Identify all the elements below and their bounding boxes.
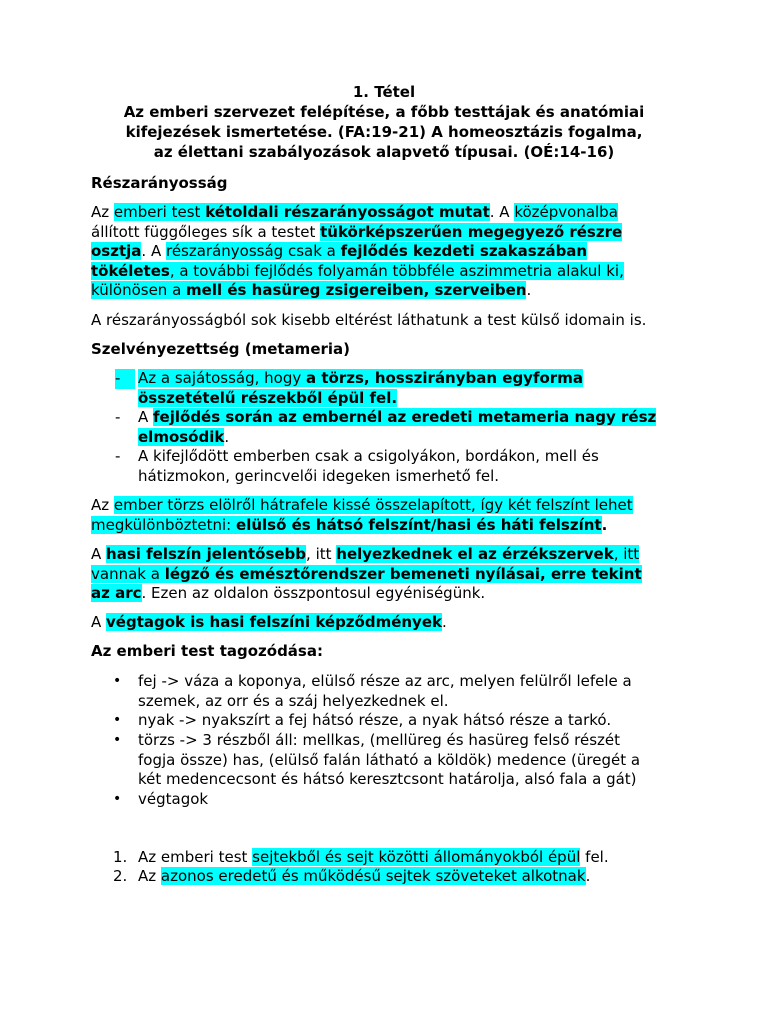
list-marker: -	[115, 369, 135, 389]
text-line	[91, 262, 691, 282]
text-line	[91, 496, 691, 516]
bullet-marker: •	[113, 791, 122, 807]
text-line	[91, 545, 691, 565]
text-line	[138, 867, 590, 887]
text-run: . Ezen az oldalon összpontosul egyéniségünk.	[141, 584, 486, 602]
text-line	[138, 369, 583, 389]
highlight-run: részarányosság csak a	[165, 242, 341, 260]
paragraph-limbs	[91, 613, 691, 633]
highlight-bold-run: mell és hasüreg zsigereiben, szerveiben	[186, 281, 527, 299]
section-heading-symmetry: Részarányosság	[91, 174, 228, 192]
number-marker: 1.	[113, 848, 128, 866]
highlight-bold-run: osztja	[91, 242, 142, 260]
text-line: fej -> váza a koponya, elülső része az arc, melyen felülről lefele a	[138, 672, 632, 690]
text-line: nyak -> nyakszírt a fej hátsó része, a nyak hátsó része a tarkó.	[138, 711, 612, 729]
document-title	[90, 82, 678, 162]
text-run: Az	[138, 867, 161, 885]
title-line: Az emberi szervezet felépítése, a főbb testtájak és anatómiai	[123, 103, 645, 121]
highlight-bold-run: elülső és hátsó felszínt/hasi és háti felszínt	[236, 515, 602, 534]
highlight-bold-run: tükörképszerűen megegyező részre	[320, 222, 623, 241]
highlight-bold-run: hasi felszín jelentősebb	[106, 545, 307, 563]
highlight-run: , a további fejlődés	[169, 261, 318, 280]
title-line: 1. Tétel	[352, 83, 416, 101]
paragraph-symmetry-note: A részarányosságból sok kisebb eltérést láthatunk a test külső idomain is.	[91, 311, 647, 329]
text-run: .	[526, 281, 532, 299]
text-run: . A	[489, 203, 515, 221]
list-marker: -	[115, 447, 121, 465]
text-line	[138, 408, 656, 428]
paragraph-symmetry	[91, 203, 691, 301]
highlight-run: megkülönböztetni:	[91, 515, 237, 534]
highlight-run: vannak a	[91, 564, 165, 583]
text-line	[91, 565, 691, 585]
bullet-marker: •	[113, 732, 122, 748]
text-line	[91, 203, 691, 223]
text-line	[91, 281, 691, 301]
highlight-bold-run: fejlődés kezdeti szakaszában	[340, 242, 588, 260]
text-run: A	[91, 545, 107, 563]
text-line	[91, 584, 691, 604]
text-line: törzs -> 3 részből áll: mellkas, (mellüreg és hasüreg felső részét	[138, 731, 620, 749]
text-run: fel.	[580, 848, 609, 866]
text-run: Az	[91, 496, 114, 514]
text-line: A kifejlődött emberben csak a csigolyákon, bordákon, mell és	[138, 447, 599, 465]
highlight-bold-run: helyezkednek el az érzékszervek	[336, 545, 614, 563]
text-run: , itt	[306, 545, 337, 563]
highlight-run: , itt	[613, 545, 640, 563]
highlight-run: azonos eredetű és működésű sejtek szöveteket alkotnak	[160, 867, 586, 885]
text-line	[138, 428, 656, 448]
text-line	[91, 242, 691, 262]
text-run: .	[442, 613, 447, 631]
text-run: .	[224, 427, 230, 446]
text-line: fogja össze) has, (elülső falán látható a köldök) medence (üregét a	[138, 750, 641, 769]
text-run: Az	[91, 203, 114, 221]
text-run: .	[585, 867, 591, 885]
title-line: kifejezések ismertetése. (FA:19-21) A homeosztázis fogalma,	[125, 123, 643, 141]
highlight-bold-run: az arc	[91, 584, 142, 602]
paragraph-surfaces	[91, 496, 691, 535]
text-run: A	[91, 613, 107, 631]
text-line: szemek, az orr és a száj helyezkednek el.	[138, 691, 449, 710]
text-line	[91, 223, 691, 243]
highlight-run: különösen a	[91, 281, 187, 299]
highlight-run: Az a sajátosság, hogy	[138, 369, 307, 387]
highlight-bold-run: kétoldali részarányosságot mutat	[205, 203, 490, 221]
text-run: Az emberi test	[138, 848, 253, 866]
text-line: végtagok	[138, 790, 209, 808]
highlight-run: középvonalba	[514, 203, 618, 221]
highlight-bold-run: elmosódik	[138, 427, 225, 446]
section-heading-parts: Az emberi test tagozódása:	[91, 642, 323, 660]
highlight-run: emberi test	[113, 203, 206, 221]
text-run: .	[601, 515, 608, 534]
highlight-bold-run: a törzs, hosszirányban egyforma	[306, 369, 583, 387]
highlight-bold-run: végtagok is hasi felszíni képződmények	[106, 613, 442, 631]
highlight-bold-run: fejlődés során az embernél az eredeti metameria nagy rész	[153, 408, 657, 426]
text-line: két medencecsont és hátsó keresztcsont határolja, alsó fala a gát)	[138, 770, 637, 788]
bullet-marker: •	[113, 712, 122, 728]
highlight-run: ember törzs elölről hátrafele kissé összelapított, így két felszínt lehet	[113, 496, 633, 514]
list-marker: -	[115, 408, 121, 426]
text-line: hátizmokon, gerincvelői idegeken ismerhető fel.	[138, 466, 500, 485]
title-line: az élettani szabályozások alapvető típusai. (OÉ:14-16)	[153, 143, 615, 161]
text-run: . A	[141, 242, 166, 260]
highlight-bold-run: légző és emésztőrendszer bemeneti nyílásai, erre tekint	[164, 564, 642, 583]
text-line	[91, 516, 691, 536]
text-run: A	[138, 408, 154, 426]
highlight-bold-run: összetételű részekből épül fel.	[138, 388, 398, 407]
text-line	[138, 848, 609, 868]
text-run: állított függőleges sík a testet	[91, 222, 321, 241]
bullet-marker: •	[113, 673, 122, 689]
highlight-run: sejtekből és sejt közötti állományokból épül	[252, 848, 581, 866]
section-heading-metameria: Szelvényezettség (metameria)	[91, 340, 351, 358]
number-marker: 2.	[113, 867, 128, 885]
highlight-bold-run: tökéletes	[91, 261, 170, 280]
text-line	[138, 389, 583, 409]
highlight-run: folyamán többféle aszimmetria alakul ki,	[317, 261, 624, 280]
paragraph-ventral-surface	[91, 545, 691, 604]
